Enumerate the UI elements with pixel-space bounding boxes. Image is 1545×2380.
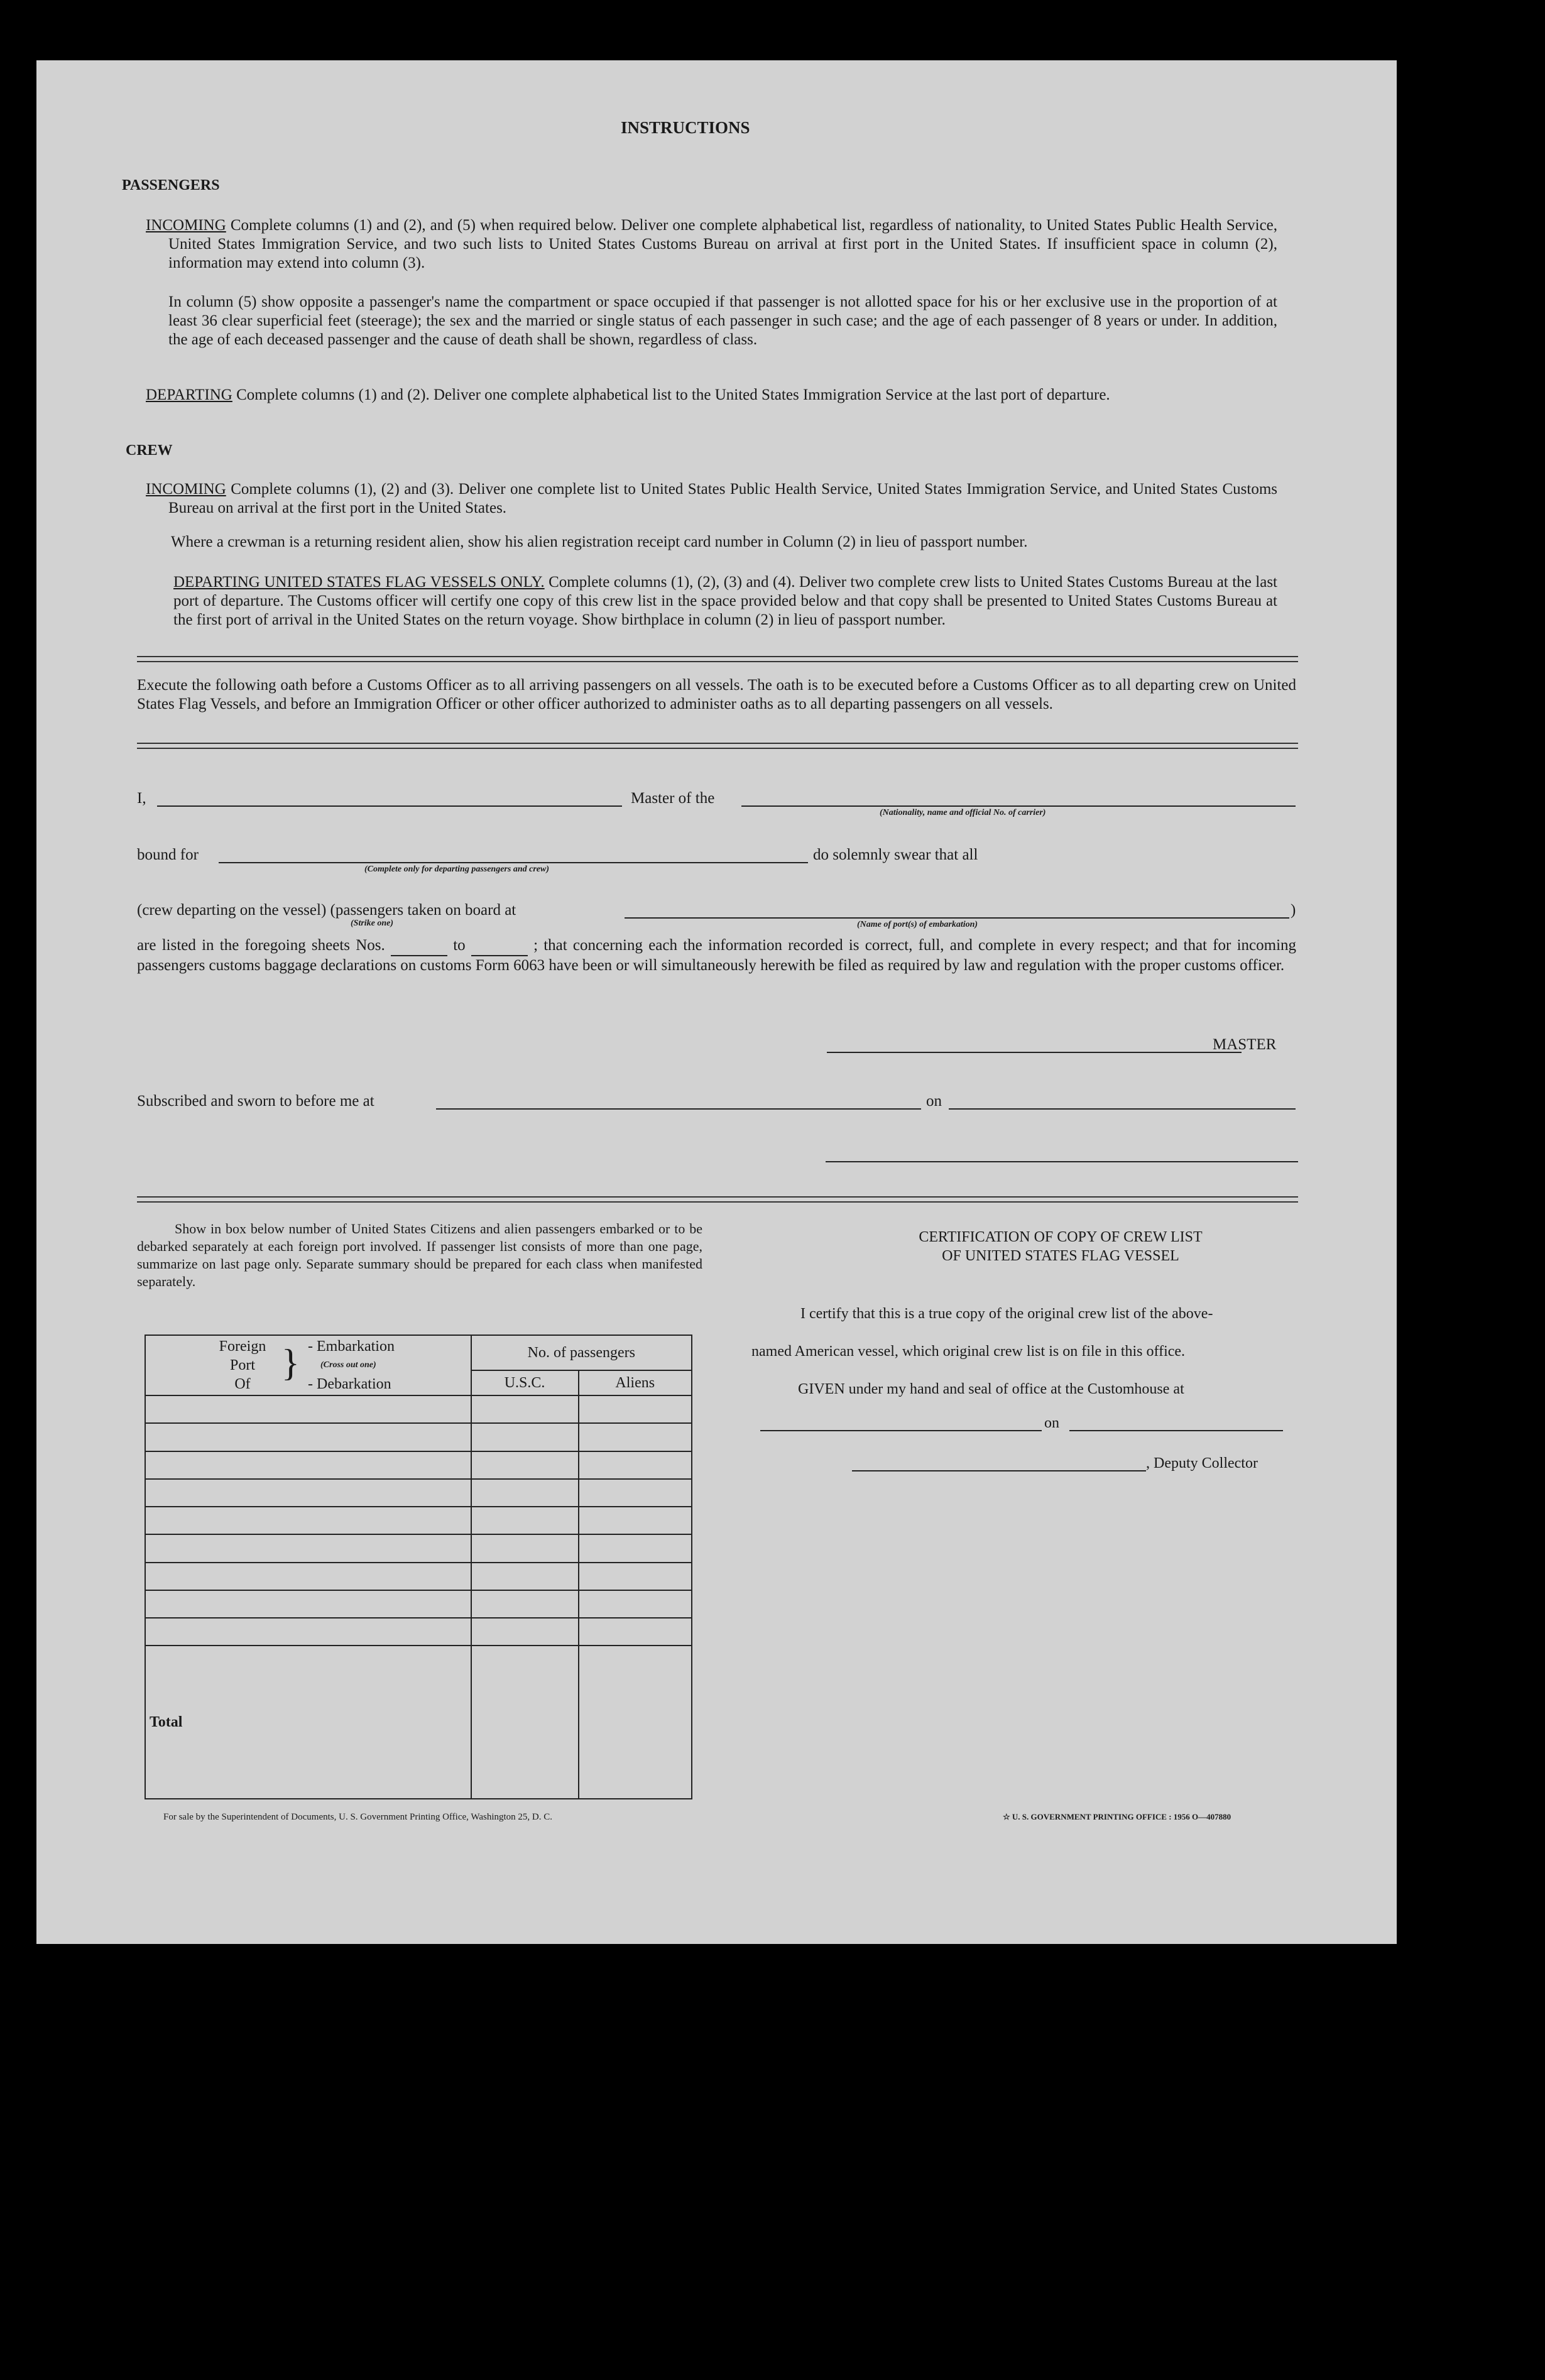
deputy-collector-field[interactable]	[852, 1470, 1146, 1471]
subscribed-label: Subscribed and sworn to before me at	[137, 1093, 374, 1110]
sheets-prefix: are listed in the foregoing sheets Nos.	[137, 937, 385, 954]
close-paren: )	[1291, 902, 1296, 919]
customhouse-field[interactable]	[760, 1430, 1042, 1431]
passengers-heading: PASSENGERS	[122, 177, 220, 194]
no-passengers-header: No. of passengers	[471, 1335, 692, 1370]
usc-cell[interactable]	[471, 1563, 579, 1590]
table-row	[145, 1451, 692, 1479]
divider	[137, 1196, 1298, 1203]
page-title: INSTRUCTIONS	[621, 118, 750, 137]
sheets-to-label: to	[453, 937, 466, 954]
of-label: Of	[234, 1376, 251, 1392]
master-label: MASTER	[1213, 1036, 1277, 1053]
usc-total-cell[interactable]	[471, 1646, 579, 1799]
port-cell[interactable]	[145, 1618, 471, 1646]
usc-cell[interactable]	[471, 1451, 579, 1479]
bound-for-field[interactable]	[219, 862, 808, 863]
sheets-suffix: ; that concerning each the information recorded is correct, full, and complete in every respect; and that for incoming passengers customs baggage declarations on customs Form 6063 have been or will simultaneously herewith be filed as required by law and regulation with the proper customs officer.	[137, 937, 1297, 974]
port-cell[interactable]	[145, 1590, 471, 1618]
embarkation-label: - Embarkation	[308, 1338, 395, 1355]
table-row	[145, 1590, 692, 1618]
port-cell[interactable]	[145, 1423, 471, 1451]
certify-date-field[interactable]	[1069, 1430, 1283, 1431]
oath-i-label: I,	[137, 790, 146, 807]
crew-heading: CREW	[126, 442, 173, 459]
certification-title-line2: OF UNITED STATES FLAG VESSEL	[942, 1248, 1179, 1264]
certify-line1: I certify that this is a true copy of the original crew list of the above-	[800, 1306, 1213, 1322]
crew-resident-paragraph: Where a crewman is a returning resident alien, show his alien registration receipt card number in Column (2) in lieu of passport number.	[171, 533, 1028, 550]
passengers-departing-text: Complete columns (1) and (2). Deliver one complete alphabetical list to the United States Immigration Service at the last port of departure.	[236, 386, 1110, 403]
table-row	[145, 1618, 692, 1646]
deputy-collector-label: , Deputy Collector	[1146, 1455, 1258, 1471]
footer-left: For sale by the Superintendent of Documents, U. S. Government Printing Office, Washington 25, D. C.	[163, 1812, 552, 1822]
oath-instructions: Execute the following oath before a Customs Officer as to all arriving passengers on all vessels. The oath is to be executed before a Customs Officer as to all departing crew on United States Flag Vessels, and before an Immigration Officer or other officer authorized to administer oaths as to all departing passengers on all vessels.	[137, 677, 1296, 712]
certify-on-label: on	[1044, 1415, 1059, 1431]
sheet-from-field[interactable]	[391, 936, 447, 956]
debarkation-label: - Debarkation	[308, 1376, 391, 1392]
aliens-cell[interactable]	[579, 1395, 692, 1423]
embarkation-port-field[interactable]	[625, 917, 1289, 919]
foreign-label: Foreign	[219, 1338, 266, 1355]
carrier-field[interactable]	[741, 805, 1296, 807]
crew-incoming-paragraph	[146, 480, 1277, 518]
table-row	[145, 1423, 692, 1451]
certification-title	[734, 1228, 1387, 1265]
usc-cell[interactable]	[471, 1590, 579, 1618]
crew-departing-text: Complete columns (1), (2), (3) and (4). Deliver two complete crew lists to United States Customs Bureau at the last port of departure. The Customs officer will certify one copy of this crew list in the space provided below and that copy shall be presented to United States Customs Bureau at the first port of arrival in the United States on the return voyage. Show birthplace in column (2) in lieu of passport number.	[173, 574, 1277, 628]
crew-departing-paragraph	[173, 573, 1277, 630]
passengers-column5-paragraph: In column (5) show opposite a passenger's name the compartment or space occupied if that passenger is not allotted space for his or her exclusive use in the proportion of at least 36 clear superficial feet (steerage); the sex and the married or single status of each passenger in such case; and the age of each passenger of 8 years or under. In addition, the age of each deceased passenger and the cause of death shall be shown, regardless of class.	[168, 293, 1277, 348]
passengers-departing-paragraph	[146, 386, 1277, 405]
aliens-cell[interactable]	[579, 1423, 692, 1451]
crew-incoming-label: INCOMING	[146, 481, 226, 498]
usc-cell[interactable]	[471, 1423, 579, 1451]
usc-cell[interactable]	[471, 1618, 579, 1646]
divider	[137, 743, 1298, 749]
passengers-incoming-label: INCOMING	[146, 217, 226, 234]
swear-text: do solemnly swear that all	[813, 846, 978, 863]
port-cell[interactable]	[145, 1395, 471, 1423]
crew-departing-text: (crew departing on the vessel) (passengers taken on board at	[137, 902, 516, 919]
bound-for-label: bound for	[137, 846, 199, 863]
total-row	[145, 1646, 692, 1799]
passenger-summary-table	[145, 1335, 692, 1799]
sworn-on-label: on	[926, 1093, 942, 1110]
crew-departing-label: DEPARTING UNITED STATES FLAG VESSELS ONLY.	[173, 574, 545, 591]
total-label: Total	[145, 1646, 471, 1799]
port-hint: (Name of port(s) of embarkation)	[857, 920, 978, 929]
aliens-cell[interactable]	[579, 1479, 692, 1507]
crew-incoming-text: Complete columns (1), (2) and (3). Deliver one complete list to United States Public Health Service, United States Immigration Service, and United States Customs Bureau on arrival at the first port in the United States.	[168, 481, 1277, 516]
sheet-to-field[interactable]	[471, 936, 528, 956]
foreign-port-header: Foreign Port Of } - Embarkation (Cross out one) - Debarkation	[145, 1335, 471, 1395]
usc-cell[interactable]	[471, 1395, 579, 1423]
usc-cell[interactable]	[471, 1534, 579, 1562]
table-row	[145, 1534, 692, 1562]
master-of-the-label: Master of the	[631, 790, 715, 807]
certification-title-line1: CERTIFICATION OF COPY OF CREW LIST	[919, 1229, 1203, 1245]
officer-signature-field[interactable]	[826, 1161, 1298, 1162]
divider	[137, 656, 1298, 662]
aliens-cell[interactable]	[579, 1534, 692, 1562]
table-row	[145, 1507, 692, 1534]
aliens-cell[interactable]	[579, 1451, 692, 1479]
aliens-total-cell[interactable]	[579, 1646, 692, 1799]
usc-header: U.S.C.	[471, 1370, 579, 1395]
aliens-cell[interactable]	[579, 1563, 692, 1590]
aliens-cell[interactable]	[579, 1507, 692, 1534]
summary-instructions: Show in box below number of United States Citizens and alien passengers embarked or to be debarked separately at each foreign port involved. If passenger list consists of more than one page, summarize on last page only. Separate summary should be prepared for each class when manifested separately.	[137, 1221, 702, 1289]
usc-cell[interactable]	[471, 1507, 579, 1534]
strike-one-hint: (Strike one)	[351, 919, 394, 928]
master-name-field[interactable]	[157, 805, 622, 807]
aliens-header: Aliens	[579, 1370, 692, 1395]
table-row	[145, 1395, 692, 1423]
port-cell[interactable]	[145, 1563, 471, 1590]
footer-right: ☆ U. S. GOVERNMENT PRINTING OFFICE : 1956 O—407880	[1003, 1812, 1231, 1821]
port-label: Port	[229, 1357, 255, 1373]
aliens-cell[interactable]	[579, 1590, 692, 1618]
passengers-incoming-paragraph	[146, 216, 1278, 273]
port-cell[interactable]	[145, 1451, 471, 1479]
certify-line2: named American vessel, which original crew list is on file in this office.	[751, 1343, 1186, 1360]
port-cell[interactable]	[145, 1507, 471, 1534]
sheets-paragraph	[137, 936, 1296, 975]
passengers-departing-label: DEPARTING	[146, 386, 232, 403]
bound-for-hint: (Complete only for departing passengers and crew)	[364, 865, 549, 874]
sworn-place-field[interactable]	[436, 1108, 921, 1110]
cross-out-hint: (Cross out one)	[320, 1360, 376, 1370]
table-row	[145, 1479, 692, 1507]
port-cell[interactable]	[145, 1534, 471, 1562]
table-row	[145, 1563, 692, 1590]
aliens-cell[interactable]	[579, 1618, 692, 1646]
certify-line3: GIVEN under my hand and seal of office at the Customhouse at	[798, 1381, 1184, 1397]
carrier-hint: (Nationality, name and official No. of carrier)	[880, 808, 1046, 817]
sworn-date-field[interactable]	[949, 1108, 1296, 1110]
passengers-incoming-text: Complete columns (1) and (2), and (5) when required below. Deliver one complete alphabetical list, regardless of nationality, to United States Public Health Service, United States Immigration Service, and two such lists to United States Customs Bureau on arrival at first port in the United States. If insufficient space in column (2), information may extend into column (3).	[168, 217, 1278, 271]
port-cell[interactable]	[145, 1479, 471, 1507]
master-signature-field[interactable]	[827, 1052, 1242, 1053]
document-page	[36, 60, 1397, 1944]
usc-cell[interactable]	[471, 1479, 579, 1507]
